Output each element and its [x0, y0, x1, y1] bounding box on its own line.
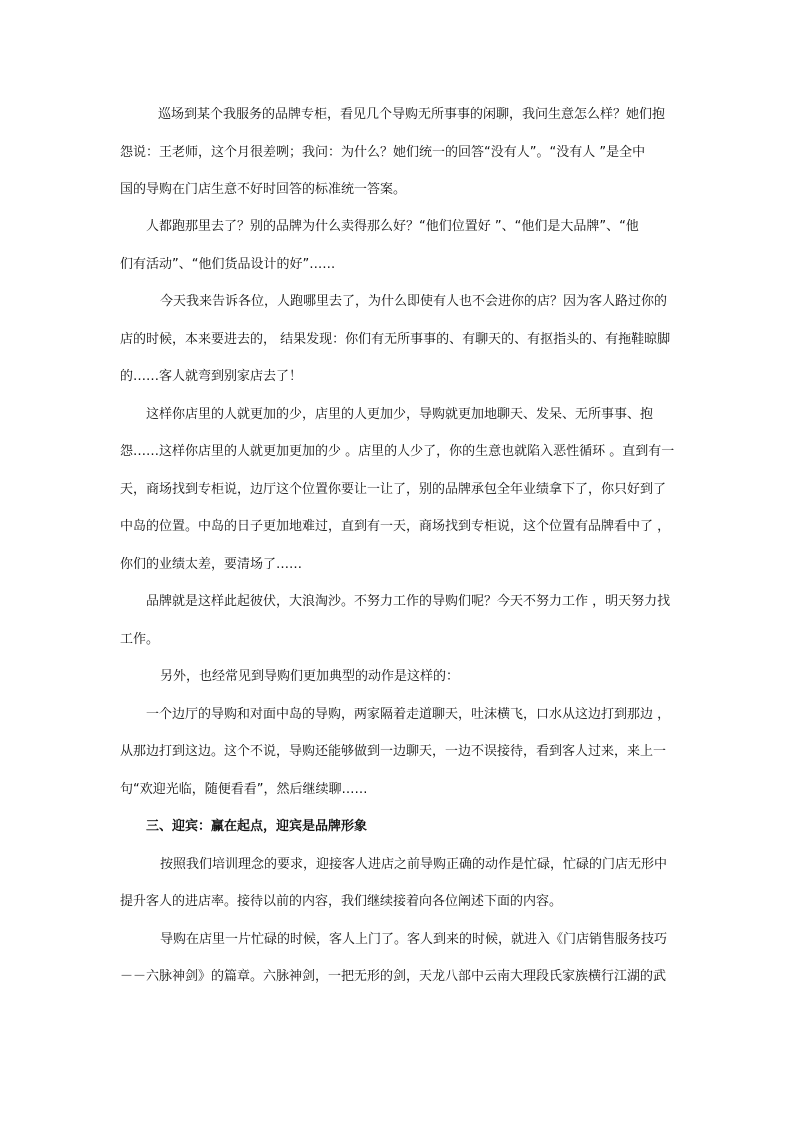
paragraph-line: －－六脉神剑》的篇章。六脉神剑，一把无形的剑，天龙八部中云南大理段氏家族横行江湖的武	[120, 969, 667, 984]
section-heading: 三、迎宾：赢在起点，迎宾是品牌形象	[146, 819, 368, 834]
paragraph-line: 从那边打到这边。这个不说，导购还能够做到一边聊天，一边不误接待，看到客人过来，来上一	[120, 744, 667, 759]
paragraph-line: 怨说：王老师，这个月很差咧；我问：为什么？她们统一的回答“没有人”。“没有人 ”是全中	[120, 145, 646, 160]
paragraph-line: 天，商场找到专柜说，边厅这个位置你要让一让了，别的品牌承包全年业绩拿下了，你只好到了	[120, 482, 667, 497]
paragraph-line: 店的时候，本来要进去的， 结果发现：你们有无所事事的、有聊天的、有抠指头的、有拖鞋晾脚	[120, 332, 671, 347]
paragraph-line: 今天我来告诉各位，人跑哪里去了，为什么即使有人也不会进你的店？因为客人路过你的	[160, 294, 668, 309]
paragraph-line: 中岛的位置。中岛的日子更加地难过，直到有一天，商场找到专柜说，这个位置有品牌看中了 ，	[120, 519, 671, 534]
paragraph-line: 巡场到某个我服务的品牌专柜，看见几个导购无所事事的闲聊，我问生意怎么样？她们抱	[158, 107, 666, 122]
paragraph-line: 按照我们培训理念的要求，迎接客人进店之前导购正确的动作是忙碌，忙碌的门店无形中	[160, 857, 668, 872]
paragraph-line: 句“欢迎光临，随便看看”，然后继续聊……	[120, 782, 368, 797]
paragraph-line: 另外，也经常见到导购们更加典型的动作是这样的：	[160, 669, 460, 684]
paragraph-line: 导购在店里一片忙碌的时候，客人上门了。客人到来的时候，就进入《门店销售服务技巧	[160, 932, 668, 947]
paragraph-line: 这样你店里的人就更加的少，店里的人更加少，导购就更加地聊天、发呆、无所事事、抱	[146, 407, 654, 422]
paragraph-line: 品牌就是这样此起彼伏，大浪淘沙。不努力工作的导购们呢？今天不努力工作 ，明天努力找	[146, 594, 671, 609]
paragraph-line: 工作。	[120, 632, 160, 647]
paragraph-line: 们有活动”、“他们货品设计的好”……	[120, 257, 336, 272]
paragraph-line: 提升客人的进店率。接待以前的内容，我们继续接着向各位阐述下面的内容。	[120, 894, 563, 909]
paragraph-line: 怨……这样你店里的人就更加更加的少 。店里的人少了，你的生意也就陷入恶性循环 。直到有一	[120, 444, 675, 459]
paragraph-line: 一个边厅的导购和对面中岛的导购，两家隔着走道聊天，吐沫横飞，口水从这边打到那边 ，	[146, 707, 671, 722]
paragraph-line: 国的导购在门店生意不好时回答的标准统一答案。	[120, 182, 407, 197]
paragraph-line: 的……客人就弯到别家店去了！	[120, 369, 303, 384]
paragraph-line: 人都跑那里去了？别的品牌为什么卖得那么好？“他们位置好 ”、“他们是大品牌”、“他	[146, 219, 639, 234]
paragraph-line: 你们的业绩太差，要清场了……	[120, 557, 303, 572]
